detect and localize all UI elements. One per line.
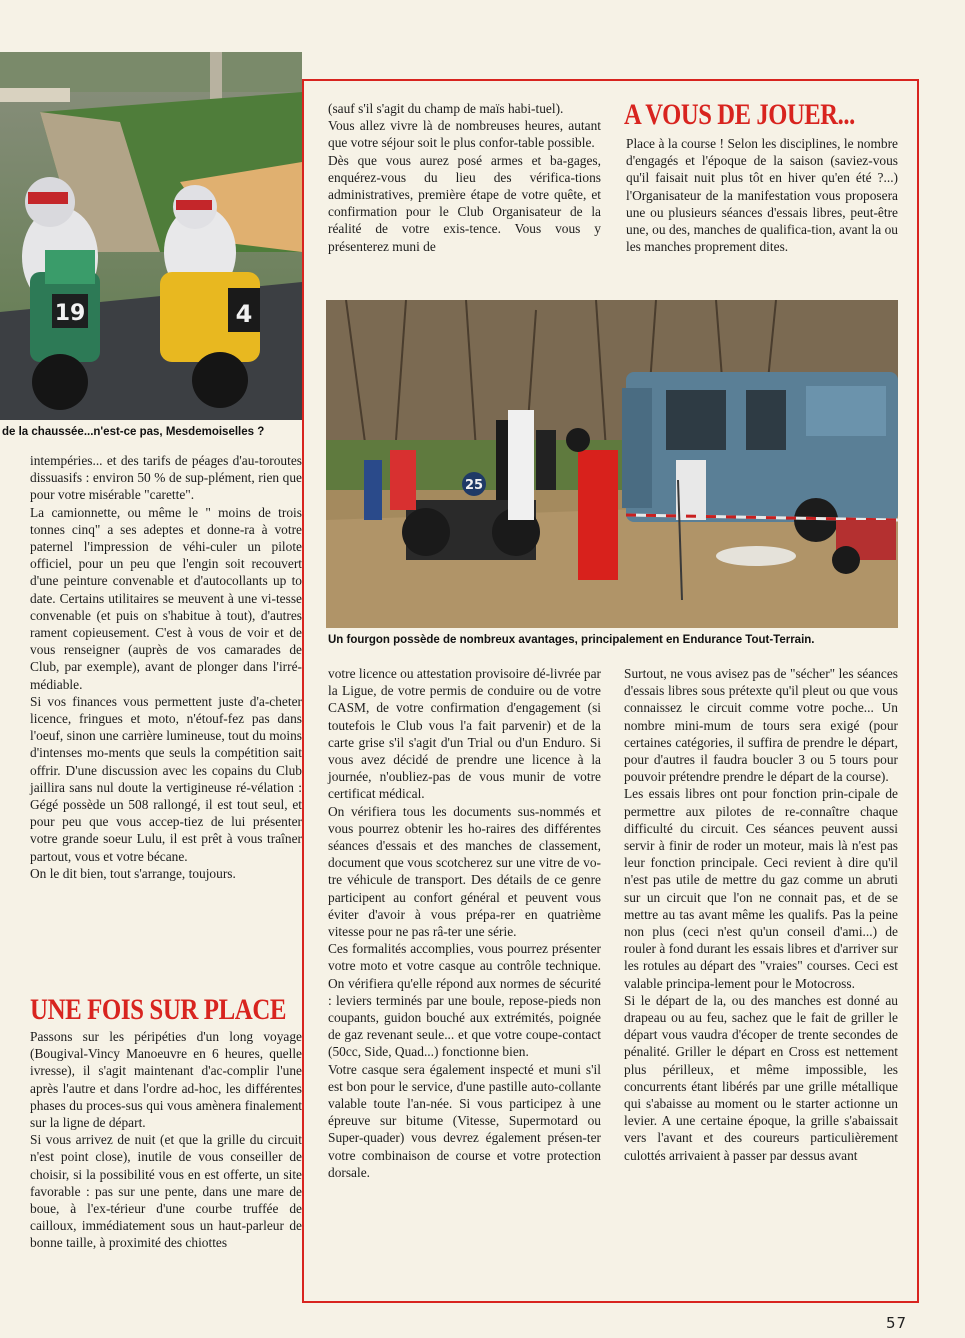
paragraph: Place à la course ! Selon les disciplines, le nombre d'engagés et l'époque de la saison (saviez-vous qu'il faisait nuit plus tôt en hiver qu'en été ?...) l'Organisateur de la manifestation vous proposera une ou plusieurs séances d'essais libres, peut-être une, ou des, manches de qualifica-tion, avant la ou les manches proprement dites. <box>626 136 898 255</box>
caption-fourgon: Un fourgon possède de nombreux avantages, principalement en Endurance Tout-Terrain. <box>328 634 815 646</box>
column-right-top <box>626 135 898 255</box>
column-left <box>30 452 302 882</box>
photo-fourgon <box>326 300 898 628</box>
paragraph: (sauf s'il s'agit du champ de maïs habi-tuel). <box>328 101 564 116</box>
paragraph: Votre casque sera également inspecté et muni s'il est bon pour le service, d'une pastille auto-collante valable toute l'an-née. Si vous participez à une épreuve sur bitume (Vitesse, Supermotard ou Super-quader) vous devrez également présen-ter votre combinaison de course et votre protection dorsale. <box>328 1061 601 1180</box>
page-number: 57 <box>886 1314 908 1332</box>
paragraph: Si vous arrivez de nuit (et que la grille du circuit n'est point close), inutile de vous conseiller de choisir, si la possibilité vous en est offerte, un site favorable : pas sur une pente, dans une mare de boue, à l'ex-térieur d'une courbe truffée de cailloux, immédiatement sous un haut-parleur de bonne taille, à proximité des chiottes <box>30 1132 302 1251</box>
paragraph: Si vos finances vous permettent juste d'a-cheter licence, fringues et moto, n'étouf-fez pas dans l'oeuf, sinon une carrière lumineuse, tout du moins d'intenses mo-ments que seuls la compétition sait offrir. D'une discussion avec les copains du Club jaillira sans nul doute la vertigineuse ré-vélation : Gégé possède un 508 rallongé, il est tout seul, et pour peu que vous accep-tiez de lui présenter votre grande soeur Lulu, il est prêt à vous traîner partout, vous et votre bécane. <box>30 693 302 864</box>
column-right-bottom <box>624 665 898 1164</box>
quad-number-25: 25 <box>464 478 484 493</box>
heading-une-fois-sur-place: UNE FOIS SUR PLACE <box>30 993 287 1026</box>
column-left-bottom <box>30 1028 302 1252</box>
paragraph: Les essais libres ont pour fonction prin-cipale de permettre aux pilotes de re-connaître chaque difficulté du circuit. Ces séances peuvent aussi servir à finir de roder un moteur, mais là n'est pas leur fonction principale. Ceci revient à dire qu'il n'est pas utile de mettre du gaz comme un abruti sur un circuit que l'on ne connait pas, et de se mettre au tas avant même les qualifs. Pas la peine non plus (ceci n'est qu'un conseil d'ami...) de rouler à fond durant les essais libres et d'arriver sur les rotules au départ des "vraies" courses. Ceci est valable principa-lement pour le Motocross. <box>624 786 898 991</box>
paragraph: intempéries... et des tarifs de péages d'au-toroutes dissuasifs : environ 50 % de sup-plément, rien que pour votre misérable "carette". <box>30 453 302 503</box>
van-paddock-illustration <box>326 300 898 628</box>
heading-a-vous-de-jouer: A VOUS DE JOUER... <box>624 98 855 131</box>
caption-motorcycles: de la chaussée...n'est-ce pas, Mesdemoiselles ? <box>2 426 265 438</box>
paragraph: Si le départ de la, ou des manches est donné au drapeau ou au feu, sachez que le fait de griller le départ vous vaudra d'écoper de trente secondes de pénalité. Griller le départ en Cross est nettement plus périlleux, et même impossible, les concurrents étant libérés par une grille métallique qui s'abaisse au moment ou le starter actionne un levier. A une certaine époque, la grille s'abaissait vers l'avant et des coureurs particulièrement culottés arrivaient à passer par dessus avant <box>624 992 898 1163</box>
paragraph: votre licence ou attestation provisoire dé-livrée par la Ligue, de votre permis de conduire ou de votre CASM, de votre confirmation d'engagement (si toutefois le Club vous l'a fait parvenir) et de la carte grise s'il s'agit d'un Trial ou d'un Enduro. Si vous avez décidé de prendre une licence à la journée, n'oubliez-pas de vous munir de votre certificat médical. <box>328 666 601 802</box>
column-middle-top <box>328 100 601 255</box>
paragraph: Passons sur les péripéties d'un long voyage (Bougival-Vincy Manoeuvre en 6 heures, quelle ivresse), il s'agit maintenant d'ac-complir l'une après l'autre et dans l'ordre ad-hoc, les différentes phases du proces-sus qui vous amènera finalement sur la ligne de départ. <box>30 1029 302 1131</box>
paragraph: Surtout, ne vous avisez pas de "sécher" les séances d'essais libres sous prétexte qu'il pleut ou que vous connaissez le circuit comme votre poche... Un nombre mini-mum de tours sera exigé (pour certaines catégories, il suffira de prendre le départ, pour d'autres il faudra boucler 3 ou 5 tours pour pouvoir prétendre prendre le départ de la course). <box>624 666 898 785</box>
photo-motorcycles <box>0 52 302 420</box>
paragraph: Dès que vous aurez posé armes et ba-gages, enquérez-vous du lieu des vérifica-tions administratives, première étape de votre quête, et confirmation pour le Club Organisateur de la réalité de votre exis-tence. Vous vous y présenterez muni de <box>328 152 601 254</box>
paragraph: La camionnette, ou même le " moins de trois tonnes cinq" a ses adeptes et donne-ra à votre paternel l'impression de véhi-culer un pilote officiel, pour un peu que l'engin soit recouvert d'une peinture convenable et d'autocollants up to date. Certains utilitaires se meuvent à une vi-tesse convenable (et puis on s'habitue à tout), d'autres rament copieusement. C'est à vous de voir et de vous renseigner (auprès de vos camarades de Club, par exemple), avant de plonger dans l'irré-médiable. <box>30 504 302 692</box>
column-middle-bottom <box>328 665 601 1181</box>
paragraph: On le dit bien, tout s'arrange, toujours. <box>30 865 236 881</box>
paragraph: On vérifiera tous les documents sus-nommés et vous pourrez obtenir les ho-raires des différentes séances d'essais et des manches de classement, document que vous scotcherez sur une vitre de vo-tre véhicule de transport. Des détails de ce genre participent au confort général et peuvent vous éviter d'avoir à vous prépa-rer en quatrième vitesse pour ne pas râ-ter une série. <box>328 803 601 940</box>
paragraph: Vous allez vivre là de nombreuses heures, autant que votre séjour soit le plus confor-table possible. <box>328 118 601 151</box>
bike-number-4: 4 <box>235 300 253 328</box>
bike-number-19: 19 <box>54 301 86 326</box>
motorcycles-illustration <box>0 52 302 420</box>
paragraph: Ces formalités accomplies, vous pourrez présenter votre moto et votre casque au contrôle technique. On vérifiera qu'elle répond aux normes de sécurité : leviers terminés par une boule, repose-pieds non coupants, guidon bouché aux extrémités, poignée de gaz revenant seule... et que votre coupe-contact (50cc, Side, Quad...) fonctionne bien. <box>328 941 601 1060</box>
